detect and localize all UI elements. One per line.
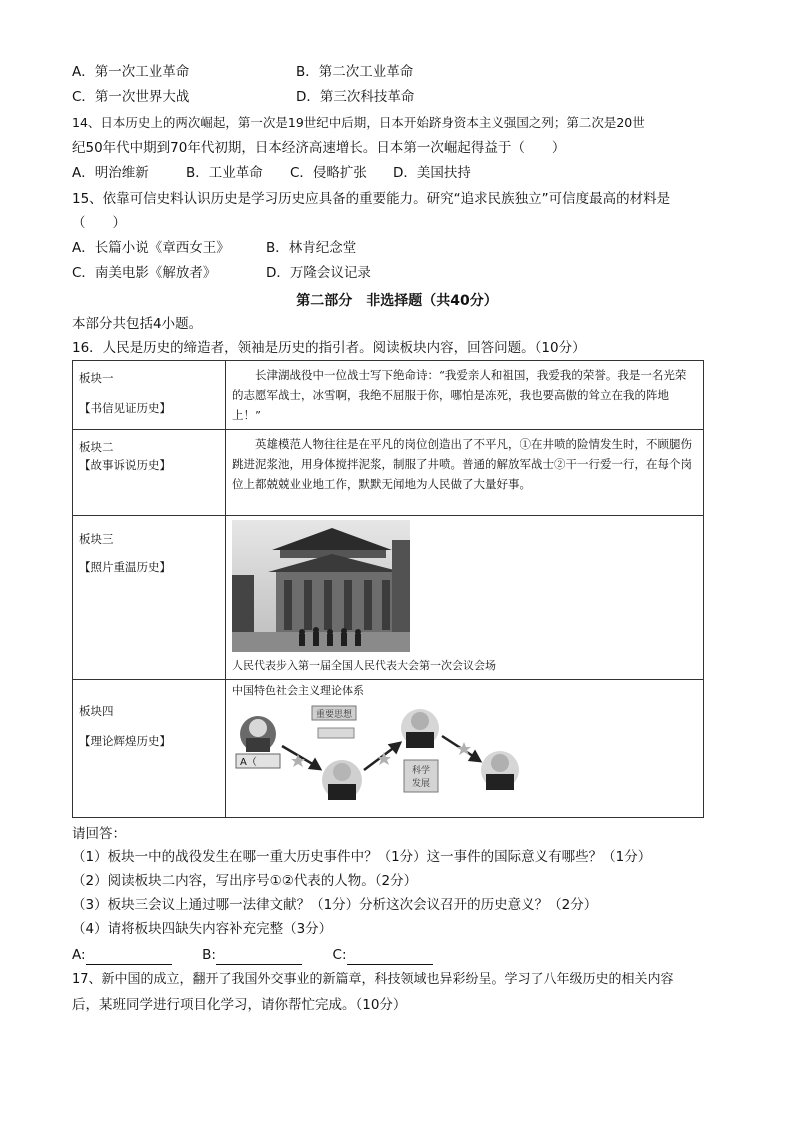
blank-c-label: C: xyxy=(332,947,347,963)
q14-option-a: A．明治维新 xyxy=(72,165,149,181)
q15-option-c: C．南美电影《解放者》 xyxy=(72,265,217,281)
block3-label-cell xyxy=(73,516,226,680)
q16-stem: 16．人民是历史的缔造者，领袖是历史的指引者。阅读板块内容，回答问题。（10分） xyxy=(72,340,586,356)
blank-b-label: B: xyxy=(202,947,216,963)
q16-question-4: （4）请将板块四缺失内容补充完整（3分） xyxy=(72,921,333,937)
block4-name: 板块四 xyxy=(79,704,114,718)
q14-option-d: D．美国扶持 xyxy=(393,165,471,181)
q14-stem-line1: 14、日本历史上的两次崛起，第一次是19世纪中后期，日本开始跻身资本主义强国之列；第二次是20世 xyxy=(72,115,645,130)
leader-portrait-3 xyxy=(401,709,439,748)
congress-hall-photo xyxy=(232,520,410,652)
q13-option-d: D．第三次科技革命 xyxy=(296,89,415,105)
block4-content-cell xyxy=(226,680,704,818)
block1-name: 板块一 xyxy=(79,371,114,385)
arrow-3-head xyxy=(470,752,480,761)
blank-c-line[interactable] xyxy=(347,950,433,965)
block2-row xyxy=(73,430,704,516)
q15-stem-line2: （ ） xyxy=(72,215,126,231)
block3-name: 板块三 xyxy=(79,532,114,546)
block2-tag: 【故事诉说历史】 xyxy=(79,458,171,472)
block2-content-cell xyxy=(226,430,704,516)
q17-stem-line2: 后，某班同学进行项目化学习，请你帮忙完成。（10分） xyxy=(72,997,407,1013)
q15-stem-line1: 15、依靠可信史料认识历史是学习历史应具备的重要能力。研究“追求民族独立”可信度最高的材料是 xyxy=(72,191,671,207)
arrow-1-head xyxy=(310,760,320,769)
block4-tag: 【理论辉煌历史】 xyxy=(79,734,171,748)
q13-option-b: B．第二次工业革命 xyxy=(296,64,414,80)
q13-option-c: C．第一次世界大战 xyxy=(72,89,190,105)
blank-b-line[interactable] xyxy=(216,950,302,965)
block3-tag: 【照片重温历史】 xyxy=(79,560,171,574)
block3-caption: 人民代表步入第一届全国人民代表大会第一次会议会场 xyxy=(232,659,496,672)
label-c-text-2: 发展 xyxy=(411,779,431,789)
blank-a-label: A: xyxy=(72,947,86,963)
q16-question-2: （2）阅读板块二内容，写出序号①②代表的人物。（2分） xyxy=(72,873,418,889)
q16-question-3: （3）板块三会议上通过哪一法律文献？（1分）分析这次会议召开的历史意义？（2分） xyxy=(72,897,598,913)
block3-content-cell xyxy=(226,516,704,680)
leader-portrait-4 xyxy=(481,751,519,790)
part2-title: 第二部分 非选择题（共40分） xyxy=(296,293,498,309)
q14-option-b: B．工业革命 xyxy=(186,165,263,181)
blank-a-line[interactable] xyxy=(86,950,172,965)
label-box-b2 xyxy=(318,728,354,738)
q16-answer-prompt: 请回答： xyxy=(72,826,126,842)
q13-option-a: A．第一次工业革命 xyxy=(72,64,190,80)
star-icon xyxy=(377,752,391,765)
q14-stem-line2: 纪50年代中期到70年代初期，日本经济高速增长。日本第一次崛起得益于（ ） xyxy=(72,140,566,156)
block2-label-cell xyxy=(73,430,226,516)
q15-option-b: B．林肯纪念堂 xyxy=(266,240,357,256)
block4-label-cell xyxy=(73,680,226,818)
q14-option-c: C．侵略扩张 xyxy=(290,165,367,181)
block4-heading: 中国特色社会主义理论体系 xyxy=(232,684,364,697)
block1-row xyxy=(73,361,704,430)
label-a-text: A（ xyxy=(240,757,257,768)
q17-stem-line1: 17、新中国的成立，翻开了我国外交事业的新篇章，科技领域也异彩纷呈。学习了八年级历史的相关内容 xyxy=(72,972,674,987)
star-icon xyxy=(291,754,305,767)
block3-row xyxy=(73,516,704,680)
q16-block-table xyxy=(72,360,704,818)
block2-text: 英雄模范人物往往是在平凡的岗位创造出了不平凡，①在井喷的险情发生时，不顾腿伤跳进泥浆池，用身体搅拌泥浆，制服了井喷。普通的解放军战士②干一行爱一行，在每个岗位上都兢兢业业地工作，默默无闻地为人民做了大量好事。 xyxy=(232,437,692,491)
q15-option-d: D．万隆会议记录 xyxy=(266,265,371,281)
q16-question-1: （1）板块一中的战役发生在哪一重大历史事件中？（1分）这一事件的国际意义有哪些？（1分） xyxy=(72,849,652,865)
block1-label-cell xyxy=(73,361,226,430)
block2-name: 板块二 xyxy=(79,440,114,454)
leader-portrait-1 xyxy=(240,716,276,752)
theory-system-diagram xyxy=(232,698,532,810)
leader-portrait-2 xyxy=(322,760,362,800)
q16-answer-blanks xyxy=(72,945,433,965)
q15-option-a: A．长篇小说《章西女王》 xyxy=(72,240,230,256)
label-c-text-1: 科学 xyxy=(411,766,431,776)
part2-intro: 本部分共包括4小题。 xyxy=(72,316,203,332)
block1-content-cell xyxy=(226,361,704,430)
label-b-text: 重要思想 xyxy=(315,710,353,720)
block1-tag: 【书信见证历史】 xyxy=(79,401,171,415)
block1-text: 长津湖战役中一位战士写下绝命诗：“我爱亲人和祖国，我爱我的荣誉。我是一名光荣的志愿军战士，冰雪啊，我绝不屈服于你，哪怕是冻死，我也要高傲的耸立在我的阵地上！” xyxy=(232,368,687,422)
block4-row xyxy=(73,680,704,818)
